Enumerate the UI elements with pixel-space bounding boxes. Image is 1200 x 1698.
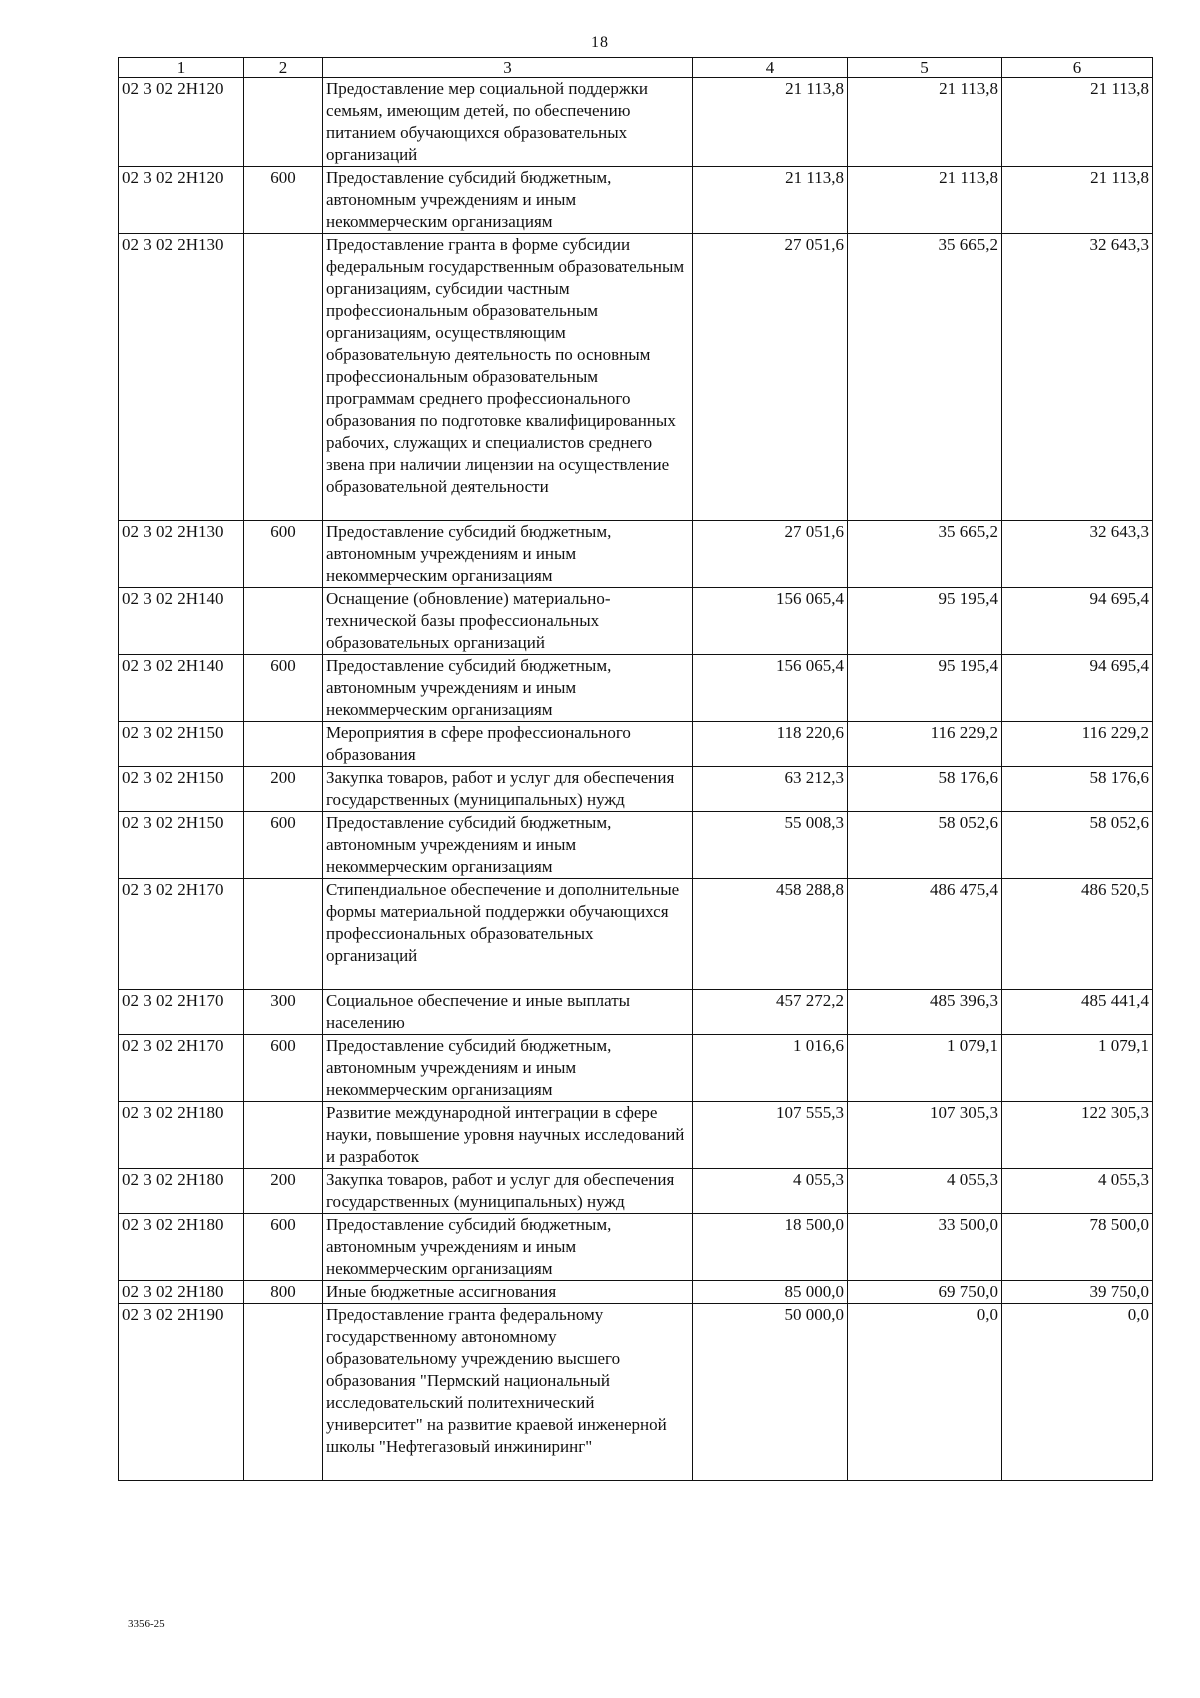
row-value-col-5: 21 113,8 — [848, 167, 1002, 234]
row-value-col-4: 458 288,8 — [693, 879, 848, 990]
table-row — [119, 767, 1153, 812]
header-row — [119, 58, 1153, 78]
row-value-col-4: 107 555,3 — [693, 1102, 848, 1169]
row-value-col-5: 33 500,0 — [848, 1214, 1002, 1281]
row-code: 02 3 02 2Н140 — [119, 655, 244, 722]
table-row — [119, 1214, 1153, 1281]
row-description: Предоставление гранта в форме субсидии федеральным государственным образовательным организациям, субсидии частным профессиональным образовательным организациям, осуществляющим образовательную деятельность по основным профессиональным образовательным программам среднего профессионального образования по подготовке квалифицированных рабочих, служащих и специалистов среднего звена при наличии лицензии на осуществление образовательной деятельности — [323, 234, 693, 521]
row-code: 02 3 02 2Н170 — [119, 879, 244, 990]
row-description: Закупка товаров, работ и услуг для обеспечения государственных (муниципальных) нужд — [323, 1169, 693, 1214]
row-code: 02 3 02 2Н180 — [119, 1102, 244, 1169]
row-code: 02 3 02 2Н180 — [119, 1214, 244, 1281]
header-col-1: 1 — [119, 58, 244, 78]
row-value-col-4: 21 113,8 — [693, 167, 848, 234]
table-row — [119, 1304, 1153, 1481]
row-value-col-5: 485 396,3 — [848, 990, 1002, 1035]
row-value-col-6: 0,0 — [1002, 1304, 1153, 1481]
row-code: 02 3 02 2Н180 — [119, 1281, 244, 1304]
header-col-3: 3 — [323, 58, 693, 78]
row-description: Иные бюджетные ассигнования — [323, 1281, 693, 1304]
row-value-col-6: 58 052,6 — [1002, 812, 1153, 879]
table-body — [119, 78, 1153, 1481]
row-value-col-5: 116 229,2 — [848, 722, 1002, 767]
row-value-col-4: 18 500,0 — [693, 1214, 848, 1281]
row-value-col-5: 21 113,8 — [848, 78, 1002, 167]
row-expense-type: 600 — [244, 812, 323, 879]
row-expense-type: 600 — [244, 1035, 323, 1102]
row-value-col-5: 58 176,6 — [848, 767, 1002, 812]
row-value-col-6: 486 520,5 — [1002, 879, 1153, 990]
row-code: 02 3 02 2Н140 — [119, 588, 244, 655]
row-value-col-4: 118 220,6 — [693, 722, 848, 767]
row-expense-type: 600 — [244, 655, 323, 722]
row-value-col-5: 95 195,4 — [848, 655, 1002, 722]
row-value-col-6: 21 113,8 — [1002, 78, 1153, 167]
row-expense-type — [244, 588, 323, 655]
row-value-col-5: 4 055,3 — [848, 1169, 1002, 1214]
table-row — [119, 1035, 1153, 1102]
row-code: 02 3 02 2Н150 — [119, 812, 244, 879]
row-description: Предоставление мер социальной поддержки семьям, имеющим детей, по обеспечению питанием обучающихся образовательных организаций — [323, 78, 693, 167]
row-value-col-6: 78 500,0 — [1002, 1214, 1153, 1281]
row-code: 02 3 02 2Н170 — [119, 1035, 244, 1102]
row-value-col-6: 94 695,4 — [1002, 655, 1153, 722]
row-description: Предоставление субсидий бюджетным, автономным учреждениям и иным некоммерческим организациям — [323, 1214, 693, 1281]
table-row — [119, 167, 1153, 234]
row-value-col-5: 107 305,3 — [848, 1102, 1002, 1169]
row-description: Предоставление субсидий бюджетным, автономным учреждениям и иным некоммерческим организациям — [323, 655, 693, 722]
row-value-col-5: 35 665,2 — [848, 521, 1002, 588]
row-code: 02 3 02 2Н170 — [119, 990, 244, 1035]
row-value-col-4: 27 051,6 — [693, 234, 848, 521]
row-value-col-4: 156 065,4 — [693, 655, 848, 722]
row-value-col-4: 85 000,0 — [693, 1281, 848, 1304]
row-value-col-5: 58 052,6 — [848, 812, 1002, 879]
row-code: 02 3 02 2Н150 — [119, 722, 244, 767]
table-row — [119, 1169, 1153, 1214]
table-row — [119, 1281, 1153, 1304]
row-expense-type: 600 — [244, 1214, 323, 1281]
row-description: Закупка товаров, работ и услуг для обеспечения государственных (муниципальных) нужд — [323, 767, 693, 812]
table-row — [119, 234, 1153, 521]
row-value-col-5: 69 750,0 — [848, 1281, 1002, 1304]
row-expense-type: 600 — [244, 521, 323, 588]
row-value-col-6: 21 113,8 — [1002, 167, 1153, 234]
row-description: Мероприятия в сфере профессионального образования — [323, 722, 693, 767]
row-expense-type — [244, 1102, 323, 1169]
row-description: Оснащение (обновление) материально-технической базы профессиональных образовательных организаций — [323, 588, 693, 655]
row-value-col-6: 94 695,4 — [1002, 588, 1153, 655]
row-description: Предоставление субсидий бюджетным, автономным учреждениям и иным некоммерческим организациям — [323, 521, 693, 588]
row-value-col-5: 35 665,2 — [848, 234, 1002, 521]
row-code: 02 3 02 2Н120 — [119, 78, 244, 167]
table-row — [119, 879, 1153, 990]
table-row — [119, 655, 1153, 722]
row-expense-type: 800 — [244, 1281, 323, 1304]
row-description: Стипендиальное обеспечение и дополнительные формы материальной поддержки обучающихся профессиональных образовательных организаций — [323, 879, 693, 990]
row-value-col-6: 58 176,6 — [1002, 767, 1153, 812]
row-expense-type — [244, 722, 323, 767]
table-row — [119, 521, 1153, 588]
row-value-col-4: 50 000,0 — [693, 1304, 848, 1481]
row-expense-type — [244, 879, 323, 990]
row-description: Предоставление субсидий бюджетным, автономным учреждениям и иным некоммерческим организациям — [323, 167, 693, 234]
document-code: 3356-25 — [128, 1618, 165, 1630]
row-value-col-6: 39 750,0 — [1002, 1281, 1153, 1304]
page-number: 18 — [591, 34, 609, 51]
row-value-col-6: 4 055,3 — [1002, 1169, 1153, 1214]
budget-table — [118, 57, 1153, 1481]
header-col-5: 5 — [848, 58, 1002, 78]
row-expense-type — [244, 1304, 323, 1481]
row-expense-type: 300 — [244, 990, 323, 1035]
row-value-col-4: 4 055,3 — [693, 1169, 848, 1214]
row-value-col-4: 21 113,8 — [693, 78, 848, 167]
row-expense-type — [244, 234, 323, 521]
row-expense-type — [244, 78, 323, 167]
header-col-4: 4 — [693, 58, 848, 78]
row-code: 02 3 02 2Н150 — [119, 767, 244, 812]
row-code: 02 3 02 2Н130 — [119, 521, 244, 588]
table-header — [119, 58, 1153, 78]
table-row — [119, 722, 1153, 767]
row-expense-type: 200 — [244, 767, 323, 812]
row-description: Социальное обеспечение и иные выплаты населению — [323, 990, 693, 1035]
row-expense-type: 600 — [244, 167, 323, 234]
row-value-col-5: 1 079,1 — [848, 1035, 1002, 1102]
row-code: 02 3 02 2Н130 — [119, 234, 244, 521]
row-value-col-4: 55 008,3 — [693, 812, 848, 879]
row-value-col-6: 1 079,1 — [1002, 1035, 1153, 1102]
row-description: Развитие международной интеграции в сфере науки, повышение уровня научных исследований и разработок — [323, 1102, 693, 1169]
row-value-col-6: 116 229,2 — [1002, 722, 1153, 767]
row-code: 02 3 02 2Н120 — [119, 167, 244, 234]
row-expense-type: 200 — [244, 1169, 323, 1214]
row-description: Предоставление субсидий бюджетным, автономным учреждениям и иным некоммерческим организациям — [323, 812, 693, 879]
table-row — [119, 990, 1153, 1035]
row-value-col-6: 32 643,3 — [1002, 521, 1153, 588]
row-value-col-4: 457 272,2 — [693, 990, 848, 1035]
table-row — [119, 812, 1153, 879]
row-value-col-5: 95 195,4 — [848, 588, 1002, 655]
row-value-col-4: 63 212,3 — [693, 767, 848, 812]
row-code: 02 3 02 2Н180 — [119, 1169, 244, 1214]
header-col-2: 2 — [244, 58, 323, 78]
row-value-col-5: 0,0 — [848, 1304, 1002, 1481]
row-description: Предоставление субсидий бюджетным, автономным учреждениям и иным некоммерческим организациям — [323, 1035, 693, 1102]
table-row — [119, 78, 1153, 167]
row-value-col-6: 122 305,3 — [1002, 1102, 1153, 1169]
row-value-col-4: 27 051,6 — [693, 521, 848, 588]
row-value-col-6: 485 441,4 — [1002, 990, 1153, 1035]
row-value-col-5: 486 475,4 — [848, 879, 1002, 990]
row-code: 02 3 02 2Н190 — [119, 1304, 244, 1481]
table-row — [119, 588, 1153, 655]
row-description: Предоставление гранта федеральному государственному автономному образовательному учреждению высшего образования "Пермский национальный исследовательский политехнический университет" на развитие краевой инженерной школы "Нефтегазовый инжиниринг" — [323, 1304, 693, 1481]
table-row — [119, 1102, 1153, 1169]
row-value-col-4: 156 065,4 — [693, 588, 848, 655]
row-value-col-6: 32 643,3 — [1002, 234, 1153, 521]
row-value-col-4: 1 016,6 — [693, 1035, 848, 1102]
header-col-6: 6 — [1002, 58, 1153, 78]
